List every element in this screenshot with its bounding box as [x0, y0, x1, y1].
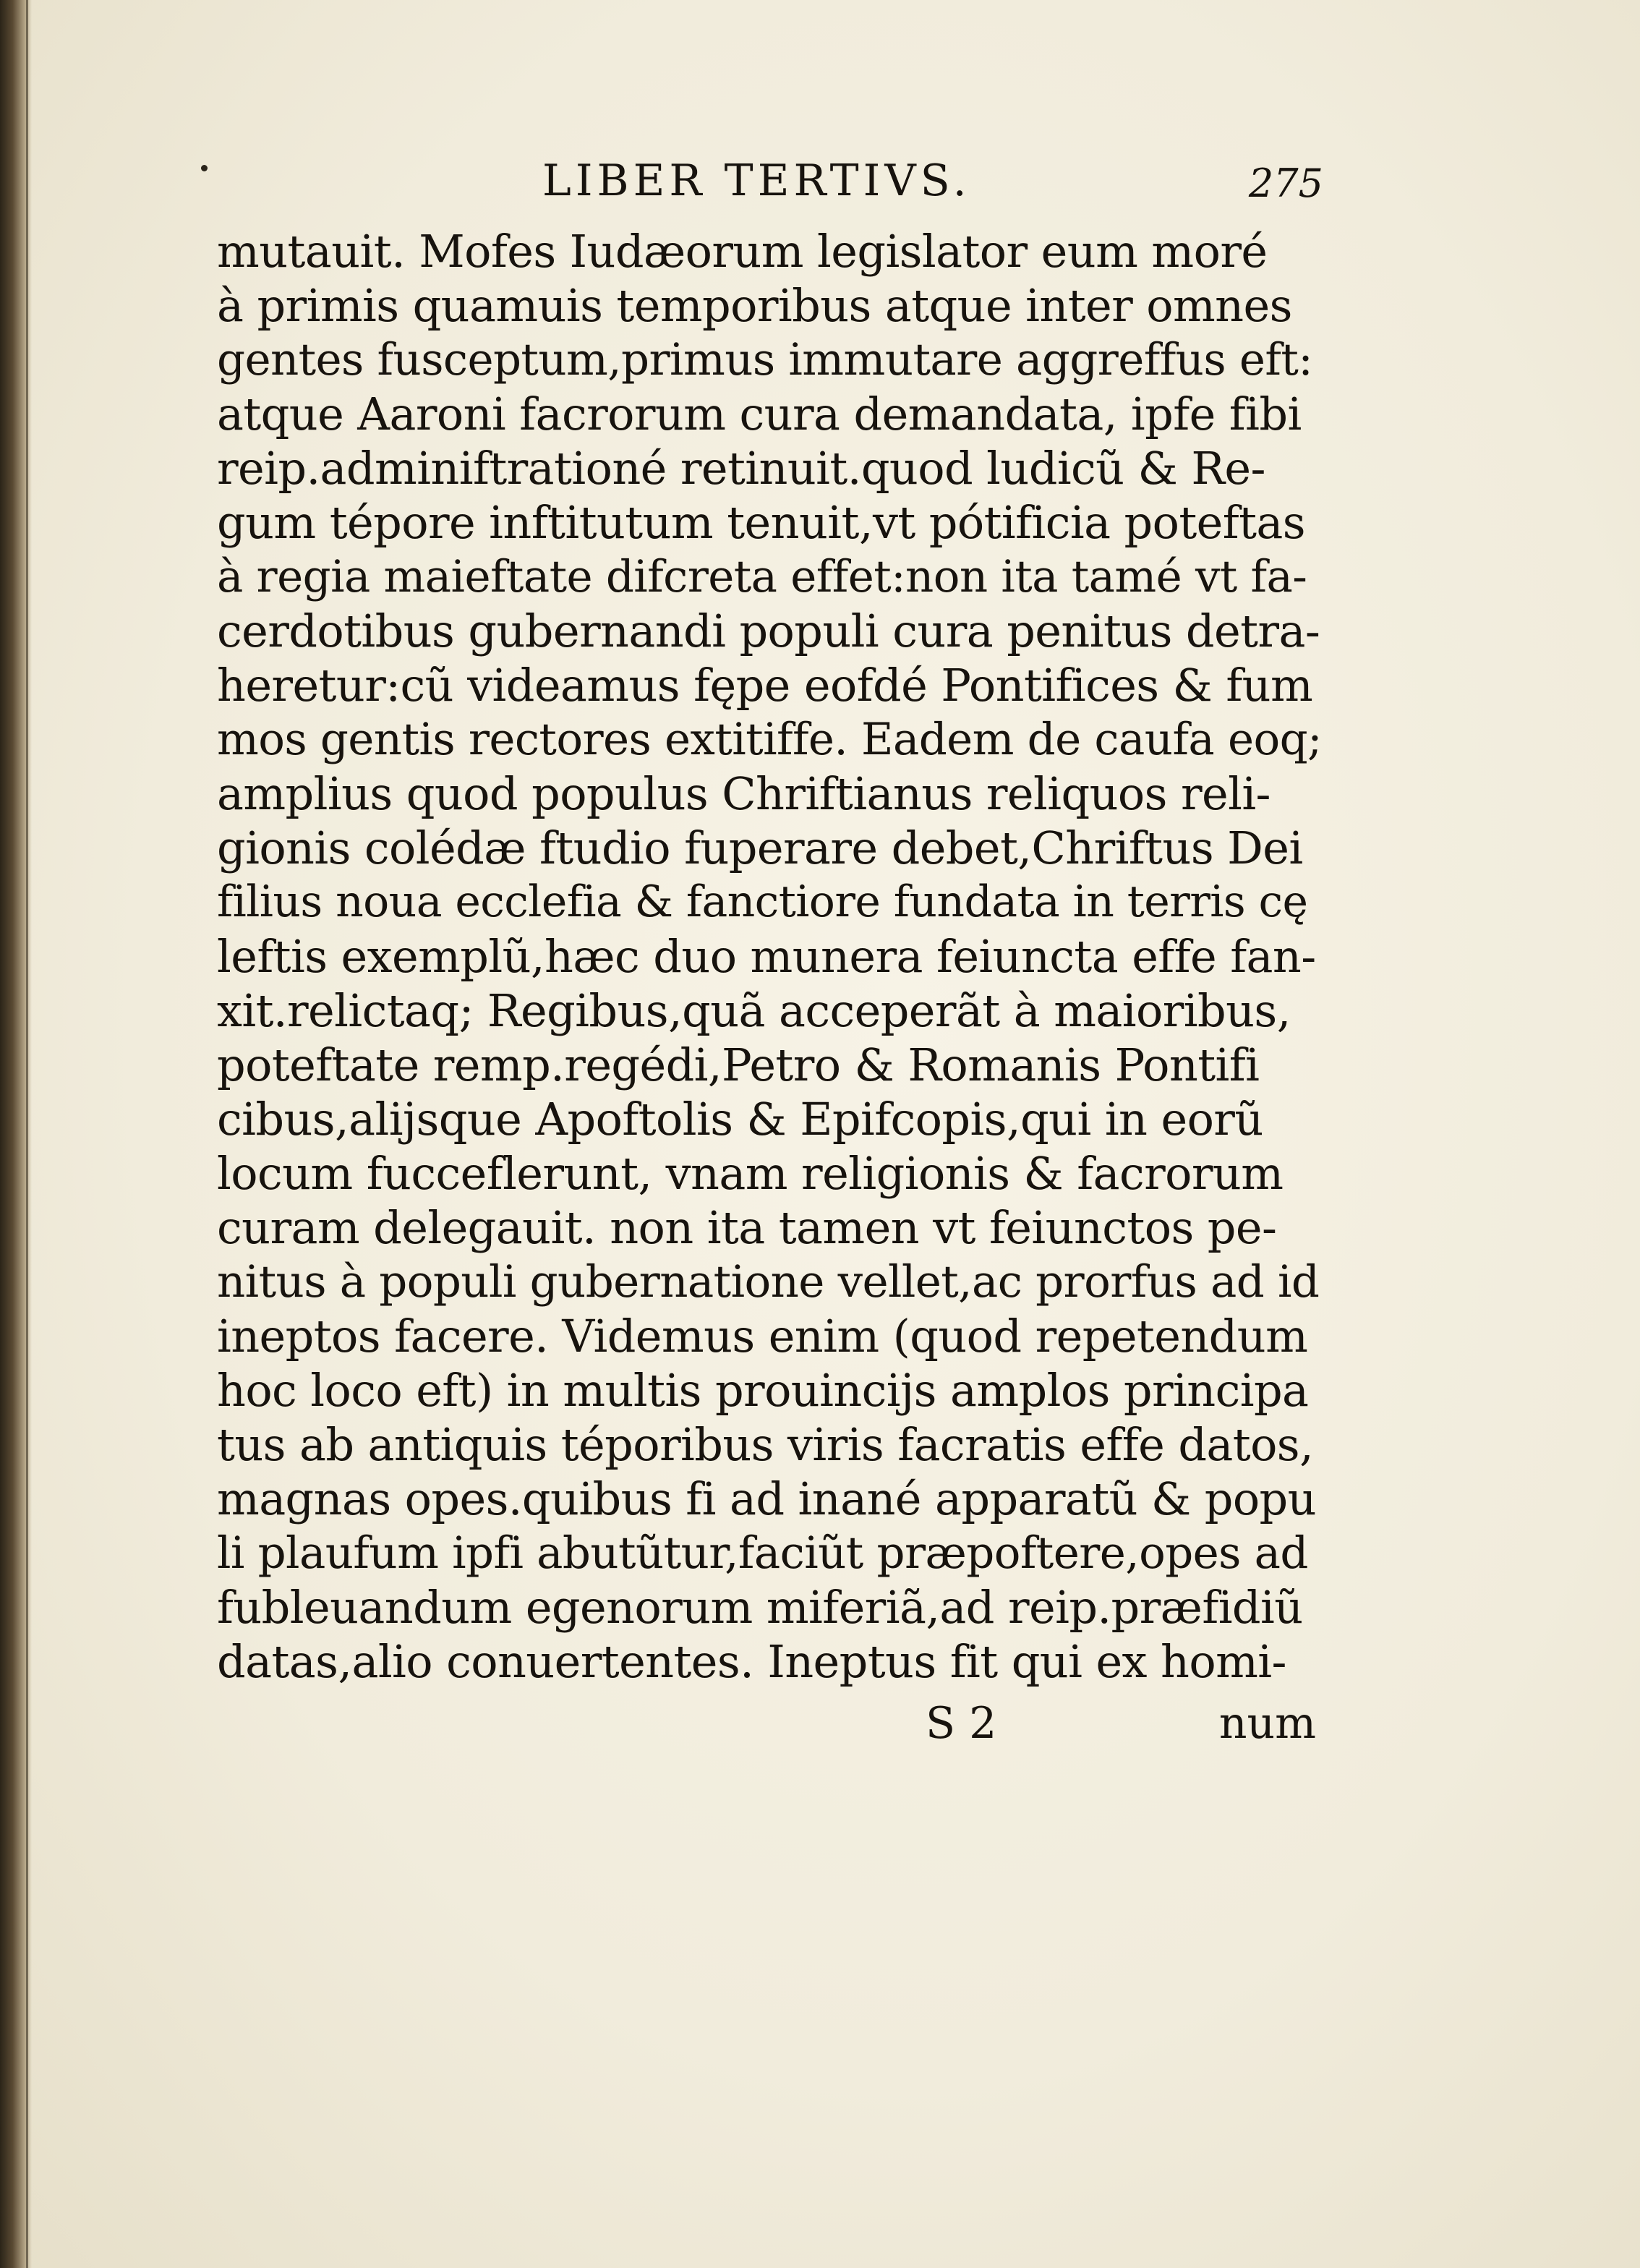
text-line: curam delegauit. non ita tamen vt feiunctos pe-: [217, 1201, 1277, 1254]
text-line: heretur:cũ videamus fępe eofdé Pontifices & fum: [217, 659, 1313, 712]
text-line: gentes fusceptum,primus immutare aggreffus eft:: [217, 334, 1313, 385]
signature-mark: S 2: [926, 1698, 997, 1749]
text-line: tus ab antiquis téporibus viris facratis effe datos,: [217, 1418, 1314, 1471]
text-line: leftis exemplũ,hæc duo munera feiuncta effe fan-: [217, 930, 1316, 983]
text-line: cerdotibus gubernandi populi cura penitus detra-: [217, 605, 1320, 657]
page-footer: [217, 1690, 1323, 1755]
text-line: nitus à populi gubernatione vellet,ac prorfus ad id: [217, 1256, 1320, 1308]
folio-number: 275: [1248, 161, 1323, 206]
text-line: xit.relictaq; Regibus,quã acceperãt à maioribus,: [217, 984, 1291, 1037]
text-line: mutauit. Mofes Iudæorum legislator eum moré: [217, 225, 1268, 278]
body-text: [217, 224, 1323, 1689]
text-line: locum fucceflerunt, vnam religionis & facrorum: [217, 1147, 1284, 1200]
text-line: atque Aaroni facrorum cura demandata, ipfe fibi: [217, 388, 1302, 440]
binding-edge: [26, 0, 28, 2268]
text-block: [217, 145, 1323, 1755]
running-head: LIBER TERTIVS.: [542, 155, 971, 206]
text-line: hoc loco eft) in multis prouincijs amplos principa: [217, 1364, 1309, 1417]
text-line: fubleuandum egenorum miferiã,ad reip.præfidiũ: [217, 1581, 1303, 1634]
ink-dot-mark: [201, 165, 208, 171]
catchword: num: [1218, 1698, 1316, 1749]
text-line: gum tépore inftitutum tenuit,vt pótificia poteftas: [217, 496, 1306, 549]
text-line: poteftate remp.regédi,Petro & Romanis Pontifi: [217, 1039, 1260, 1091]
text-line: magnas opes.quibus fi ad inané apparatũ & popu: [217, 1472, 1316, 1525]
text-line: li plaufum ipfi abutũtur,faciũt præpoftere,opes ad: [217, 1527, 1308, 1579]
text-line: filius noua ecclefia & fanctiore fundata in terris cę: [217, 877, 1308, 927]
text-line: à primis quamuis temporibus atque inter omnes: [217, 279, 1292, 332]
text-line: amplius quod populus Chriftianus reliquos reli-: [217, 767, 1270, 820]
text-line: reip.adminiftrationé retinuit.quod ludicũ & Re-: [217, 442, 1265, 495]
text-line: datas,alio conuertentes. Ineptus fit qui ex homi-: [217, 1635, 1286, 1688]
text-line: à regia maieftate difcreta effet:non ita tamé vt fa-: [217, 551, 1307, 602]
text-line: gionis colédæ ftudio fuperare debet,Chriftus Dei: [217, 822, 1303, 874]
page-header: [217, 145, 1323, 224]
text-line: ineptos facere. Videmus enim (quod repetendum: [217, 1310, 1308, 1363]
text-line: mos gentis rectores extitiffe. Eadem de caufa eoq;: [217, 714, 1323, 765]
text-line: cibus,alijsque Apoftolis & Epifcopis,qui in eorũ: [217, 1093, 1263, 1146]
